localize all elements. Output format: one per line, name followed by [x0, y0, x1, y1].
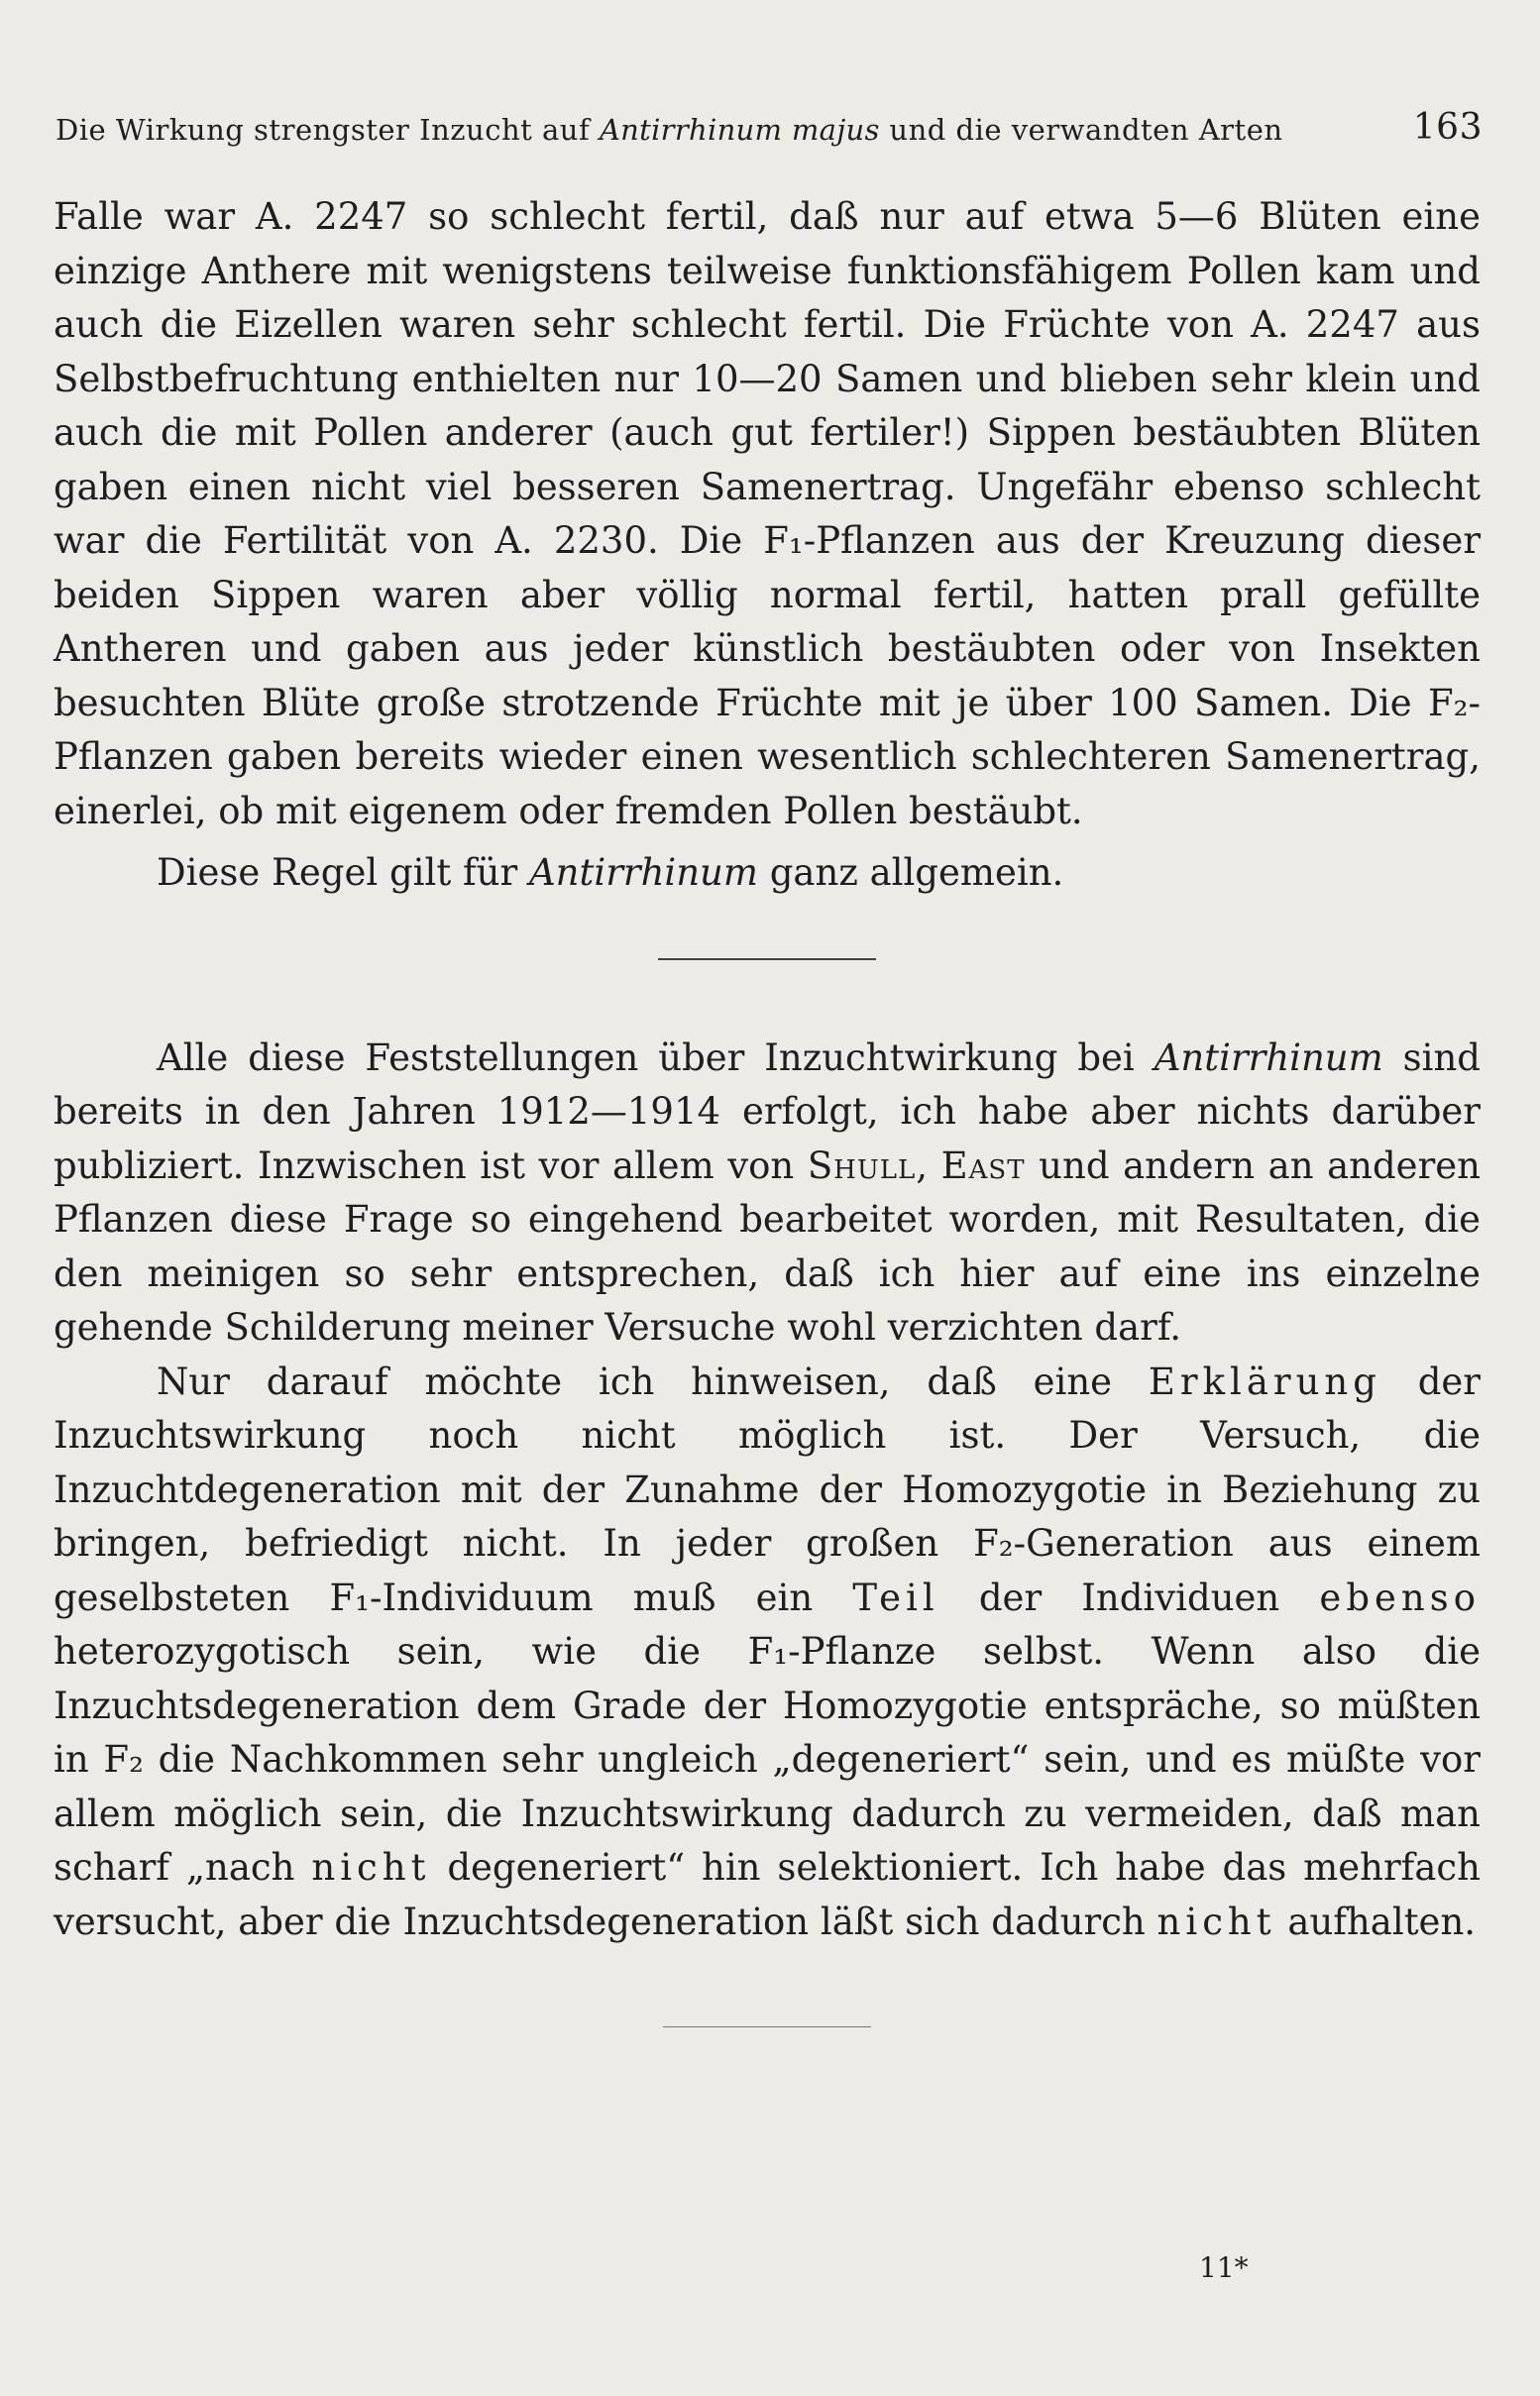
paragraph-4: Nur darauf möchte ich hinweisen, daß eine Erklärung der Inzuchtswirkung noch nicht möglich ist. Der Versuch, die Inzuchtdegeneration mit der Zunahme der Homozygotie in Beziehung zu bringen, befriedigt nicht. In jeder großen F₂-Generation aus einem geselbsteten F₁-Individuum muß ein Teil der Individuen ebenso heterozygotisch sein, wie die F₁-Pflanze selbst. Wenn also die Inzuchtsdegeneration dem Grade der Homozygotie entspräche, so müßten in F₂ die Nachkommen sehr ungleich „degeneriert“ sein, und es müßte vor allem möglich sein, die Inzuchtswirkung dadurch zu vermeiden, daß man scharf „nach nicht degeneriert“ hin selektioniert. Ich habe das mehrfach versucht, aber die Inzuchtsdegeneration läßt sich dadurch nicht aufhalten. [54, 1360, 1481, 1943]
emphasis-teil: Teil [852, 1576, 939, 1619]
running-title-italic: Antirrhinum majus [599, 113, 880, 147]
genus-name: Antirrhinum [528, 851, 758, 894]
section-divider [658, 958, 876, 960]
running-title: Die Wirkung strengster Inzucht auf Antirrhinum majus und die verwandten Arten [55, 113, 1283, 147]
paragraph-2: Diese Regel gilt für Antirrhinum ganz allgemein. [157, 851, 1064, 894]
running-head [55, 107, 1483, 155]
signature-mark: 11* [1199, 2251, 1249, 2284]
paragraph-3: Alle diese Feststellungen über Inzuchtwirkung bei Antirrhinum sind bereits in den Jahren 1912—1914 erfolgt, ich habe aber nichts darüber publiziert. Inzwischen ist vor allem von Shull, East und andern an anderen Pflanzen diese Frage so eingehend bearbeitet worden, mit Resultaten, die den meinigen so sehr entsprechen, daß ich hier auf eine ins einzelne gehende Schilderung meiner Versuche wohl verzichten darf. [54, 1035, 1481, 1349]
author-name-east: East [940, 1144, 1026, 1187]
body-text [54, 190, 1481, 2027]
emphasis-erklaerung: Erklärung [1148, 1360, 1381, 1403]
emphasis-nicht-1: nicht [311, 1846, 431, 1889]
paragraph-1: Falle war A. 2247 so schlecht fertil, daß nur auf etwa 5—6 Blüten eine einzige Anthere mit wenigstens teilweise funktionsfähigem Pollen kam und auch die Eizellen waren sehr schlecht fertil. Die Früchte von A. 2247 aus Selbstbefruchtung enthielten nur 10—20 Samen und blieben sehr klein und auch die mit Pollen anderer (auch gut fertiler!) Sippen bestäubten Blüten gaben einen nicht viel besseren Samenertrag. Ungefähr ebenso schlecht war die Fertilität von A. 2230. Die F₁-Pflanzen aus der Kreuzung dieser beiden Sippen waren aber völlig normal fertil, hatten prall gefüllte Antheren und gaben aus jeder künstlich bestäubten oder von Insekten besuchten Blüte große strotzende Früchte mit je über 100 Samen. Die F₂-Pflanzen gaben bereits wieder einen wesentlich schlechteren Samenertrag, einerlei, ob mit eigenem oder fremden Pollen bestäubt. [54, 195, 1481, 832]
end-divider [663, 2026, 871, 2027]
page-number: 163 [1412, 107, 1483, 148]
emphasis-nicht-2: nicht [1156, 1900, 1276, 1943]
emphasis-ebenso: ebenso [1319, 1576, 1481, 1619]
genus-name: Antirrhinum [1154, 1035, 1383, 1079]
author-name-shull: Shull [807, 1144, 917, 1187]
